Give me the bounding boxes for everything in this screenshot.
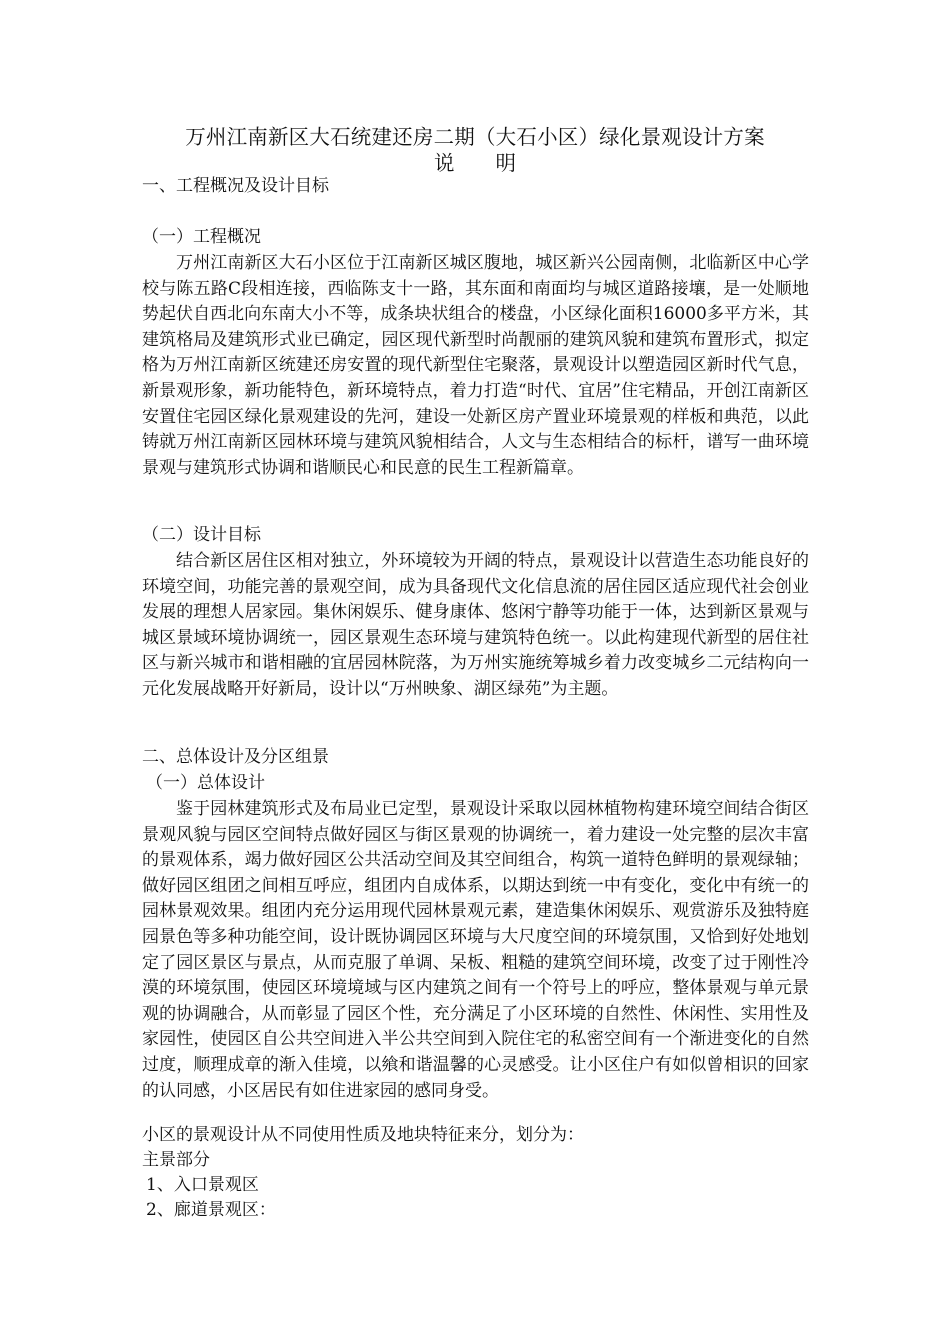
section-1-1-body: 万州江南新区大石小区位于江南新区城区腹地，城区新兴公园南侧，北临新区中心学校与陈五路C段相连接，西临陈支十一路，其东面和南面均与城区道路接壤，是一处顺地势起伏自西北向东南大小不等，成条块状组合的楼盘，小区绿化面积16000多平方米，其建筑格局及建筑形式业已确定，园区现代新型时尚靓丽的建筑风貌和建筑布置形式，拟定格为万州江南新区统建还房安置的现代新型住宅聚落，景观设计以塑造园区新时代气息，新景观形象，新功能特色，新环境特点，着力打造“时代、宜居”住宅精品，开创江南新区安置住宅园区绿化景观建设的先河，建设一处新区房产置业环境景观的样板和典范，以此铸就万州江南新区园林环境与建筑风貌相结合，人文与生态相结合的标杆，谱写一曲环境景观与建筑形式协调和谐顺民心和民意的民生工程新篇章。 <box>142 253 809 478</box>
section-1-2-heading: （二）设计目标 <box>142 525 261 545</box>
document-title: 万州江南新区大石统建还房二期（大石小区）绿化景观设计方案 <box>185 125 765 149</box>
section-1-1-heading: （一）工程概况 <box>142 227 261 247</box>
list-item: 1、入口景观区 <box>146 1175 259 1195</box>
main-part-label: 主景部分 <box>142 1150 210 1170</box>
list-item: 2、廊道景观区： <box>146 1200 276 1220</box>
section-1-2-body: 结合新区居住区相对独立，外环境较为开阔的特点，景观设计以营造生态功能良好的环境空间，功能完善的景观空间，成为具备现代文化信息流的居住园区适应现代社会创业发展的理想人居家园。集休闲娱乐、健身康体、悠闲宁静等功能于一体，达到新区景观与城区景域环境协调统一，园区景观生态环境与建筑特色统一。以此构建现代新型的居住社区与新兴城市和谐相融的宜居园林院落，为万州实施统筹城乡着力改变城乡二元结构向一元化发展战略开好新局，设计以“万州映象、湖区绿苑”为主题。 <box>142 551 809 699</box>
section-2-1-body: 鉴于园林建筑形式及布局业已定型，景观设计采取以园林植物构建环境空间结合街区景观风貌与园区空间特点做好园区与街区景观的协调统一，着力建设一处完整的层次丰富的景观体系，竭力做好园区公共活动空间及其空间组合，构筑一道特色鲜明的景观绿轴；做好园区组团之间相互呼应，组团内自成体系，以期达到统一中有变化，变化中有统一的园林景观效果。组团内充分运用现代园林景观元素，建造集休闲娱乐、观赏游乐及独特庭园景色等多种功能空间，设计既协调园区环境与大尺度空间的环境氛围，又恰到好处地划定了园区景区与景点，从而克服了单调、呆板、粗糙的建筑空间环境，改变了过于刚性冷漠的环境氛围，使园区环境境域与区内建筑之间有一个符号上的呼应，整体景观与单元景观的协调融合，从而彰显了园区个性，充分满足了小区环境的自然性、休闲性、实用性及家园性，使园区自公共空间进入半公共空间到入院住宅的私密空间有一个渐进变化的自然过度，顺理成章的渐入佳境，以飨和谐温馨的心灵感受。让小区住户有如似曾相识的回家的认同感，小区居民有如住进家园的感同身受。 <box>142 799 809 1101</box>
section-1-heading: 一、工程概况及设计目标 <box>142 176 329 196</box>
division-intro: 小区的景观设计从不同使用性质及地块特征来分，划分为： <box>142 1125 584 1145</box>
document-subtitle: 说 明 <box>434 151 516 175</box>
section-2-1-heading: （一）总体设计 <box>146 773 265 793</box>
section-2-heading: 二、总体设计及分区组景 <box>142 747 329 767</box>
